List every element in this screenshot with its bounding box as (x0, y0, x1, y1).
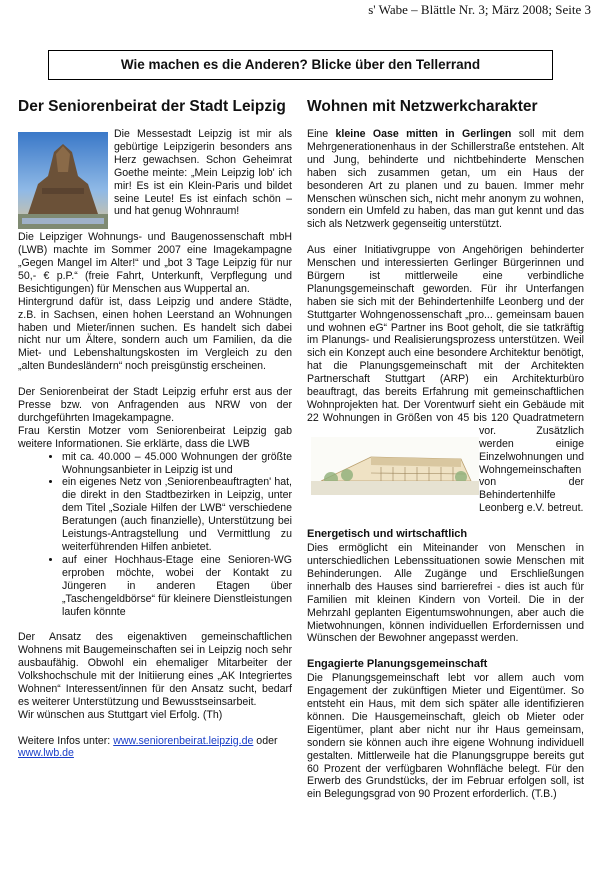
left-closing-line: Wir wünschen aus Stuttgart viel Erfolg. (Th) (18, 708, 223, 721)
monument-photo (18, 132, 108, 229)
more-info (18, 735, 292, 761)
intro-bold: kleine Oase mitten in Gerlingen (335, 128, 512, 140)
section-banner: Wie machen es die Anderen? Blicke über den Tellerrand (48, 50, 553, 80)
list-item: • ein eigenes Netz von ‚Seniorenbeauftragten' hat, die direkt in den Stadtbezirken in Leipzig, unter dem Titel „Soziale Hilfen der LWB“ verschiedene Beratungen (auch finanzielle), Unterstützung bei Leistungs-Antragstellung und Vermittlung zu weiterführenden Hilfen anbietet. (62, 476, 292, 553)
right-paragraph-energetisch: Dies ermöglicht ein Miteinander von Menschen in unterschiedlichen Lebenssituationen sowie Menschen mit Behinderungen. Alle Zugänge und Erschließungen innerhalb des Hauses sind barrierefrei - dies ist auch für Familien mit kleinen Kindern von Vorteil. Die in der Mehrzahl geplanten Eigentumswohnungen, aber auch die Mietwohnungen, können individuellen Erfordernissen und Wünschen der Bewohner angepasst werden. (307, 542, 584, 645)
heading-energetisch: Energetisch und wirtschaftlich (307, 528, 468, 541)
left-paragraph-motzer: Frau Kerstin Motzer vom Seniorenbeirat Leipzig gab weitere Informationen. Sie erklärte, dass die LWB (18, 424, 292, 450)
page-header: s' Wabe – Blättle Nr. 3; März 2008; Seite 3 (368, 2, 591, 17)
left-column (18, 98, 292, 773)
right-paragraph-planungsgemeinschaft: Die Planungsgemeinschaft lebt vor allem auch vom Engagement der zukünftigen Mieter und Eigentümer. So entsteht ein Haus, mit dem sich später alle identifizieren können. Die Hausgemeinschaft, gleich ob Mieter oder Eigentümer, plant aber nicht nur ihr Haus gemeinsam, sondern sie können auch ihre eigene Wohnung individuell gestalten. Mittlerweile hat die Planungsgruppe bereits gut 60 Prozent der verfügbaren Wohnfläche belegt. Für den Erwerb des Grundstücks, der im Februar erfolgen soll, ist ein Belegungsgrad von 90 Prozent erforderlich. (T.B.) (307, 672, 584, 801)
right-paragraph-initiative: Aus einer Initiativgruppe von Angehörigen behinderter Menschen und interessierten Gerlinger Bürgerinnen und Bürgern ist mittlerweile eine verbindliche Planungsgemeinschaft geworden. Für ihr Unterfangen haben sie sich mit der Behindertenhilfe Leonberg und der Stuttgarter Wohngenossenschaft „pro... gemeinsam bauen und wohnen eG“ Partner ins Boot geholt, die sie tatkräftig im Planungs- und Realisierungsprozess unterstützen. Weil sich ein Konzept auch eine besondere Architektur benötigt, hat die Planungsgemeinschaft mit der Architekten Partnerschaft Stuttgart (ARP) ein Architekturbüro beauftragt, das bereits Erfahrung mit gemeinschaftlichen Wohnprojekten hat. Der Vorentwurf sieht ein Gebäude mit 22 Wohnungen in Größen von 45 bis 120 Quadratmetern vor. Zusätzlich werden einige Einzelwohnungen und Wohngemeinschaften von der Behindertenhilfe Leonberg e.V. betreut. (307, 244, 584, 515)
more-info-mid: oder (253, 734, 278, 747)
link-lwb[interactable]: www.lwb.de (18, 747, 74, 760)
list-item: • auf einer Hochhaus-Etage eine Senioren-WG erproben möchte, wobei der Kontakt zu Jüngeren in anderen Etagen über „Taschengeldbörse“ für kleinere Dienstleistungen laufen könnte (62, 554, 292, 619)
left-intro-paragraph: Die Messestadt Leipzig ist mir als gebürtige Leipzigerin besonders ans Herz gewachsen. Schon Geheimrat Goethe meinte: „Mein Leipzig lob' ich mir! Es ist ein Klein-Paris und bildet seine Leute! Es ist einfach schön – und hat genug Wohnraum! (114, 128, 292, 218)
list-item: • mit ca. 40.000 – 45.000 Wohnungen der größte Wohnungsanbieter in Leipzig ist und (62, 451, 292, 477)
right-intro-paragraph (307, 128, 584, 231)
link-seniorenbeirat[interactable]: www.seniorenbeirat.leipzig.de (113, 734, 254, 747)
left-paragraph-ansatz (18, 631, 292, 708)
left-article-title: Der Seniorenbeirat der Stadt Leipzig (18, 98, 286, 115)
intro-post: soll mit dem Mehrgenerationenhaus in der Schillerstraße entstehen. Alt und Jung, behinderte und nichtbehinderte Menschen haben sich zusammen getan, um ein Haus der besonderen Art zu planen und zu bauen. Immer mehr Menschen wünschen sich„ nicht mehr anonym zu wohnen, sondern ein Umfeld zu haben, das man gut kennt und das sich als Netzwerk gegenseitig unterstützt. (307, 128, 584, 231)
ansatz-text: Der Ansatz des eigenaktiven gemeinschaftlichen Wohnens mit Baugemeinschaften sei in Leipzig noch sehr ausbaufähig. Obwohl ein ehemaliger Mitarbeiter der Volkshochschule mit der Initiierung eines „AK Integriertes Wohnen“ Interessent/innen für den Ansatz sucht, bedarf es weiterer Unterstützung und Bewusstseinsarbeit. (18, 631, 292, 708)
intro-pre: Eine (307, 128, 336, 140)
left-paragraph-lwb: Die Leipziger Wohnungs- und Baugenossenschaft mbH (LWB) machte im Sommer 2007 eine Imagekampagne „Gegen Mangel im Alter!“ und „bot 3 Tage Leipzig für nur 50,- € p.P.“ (freie Fahrt, Unterkunft, Verpflegung und Besichtigungen) für Menschen aus Wuppertal an. (18, 231, 292, 295)
left-paragraph-background: Hintergrund dafür ist, dass Leipzig und andere Städte, z.B. in Sachsen, einen hohen Leerstand an Wohnungen haben und Mieter/innen suchen. Es handelt sich dabei nicht nur um Ältere, sondern auch um Familien, da die Miet- und Lebenshaltungskosten im Vergleich zu den „alten Bundesländern“ noch preisgünstig erscheinen. (18, 295, 292, 373)
right-article-title: Wohnen mit Netzwerkcharakter (307, 98, 538, 115)
heading-planungsgemeinschaft: Engagierte Planungsgemeinschaft (307, 658, 488, 671)
more-info-prefix: Weitere Infos unter: (18, 734, 114, 747)
left-paragraph-seniorenbeirat: Der Seniorenbeirat der Stadt Leipzig erfuhr erst aus der Presse bzw. von Anfragenden aus NRW von der durchgeführten Imagekampagne. (18, 386, 292, 424)
building-sketch (311, 437, 479, 495)
lwb-bullet-list (18, 451, 292, 619)
